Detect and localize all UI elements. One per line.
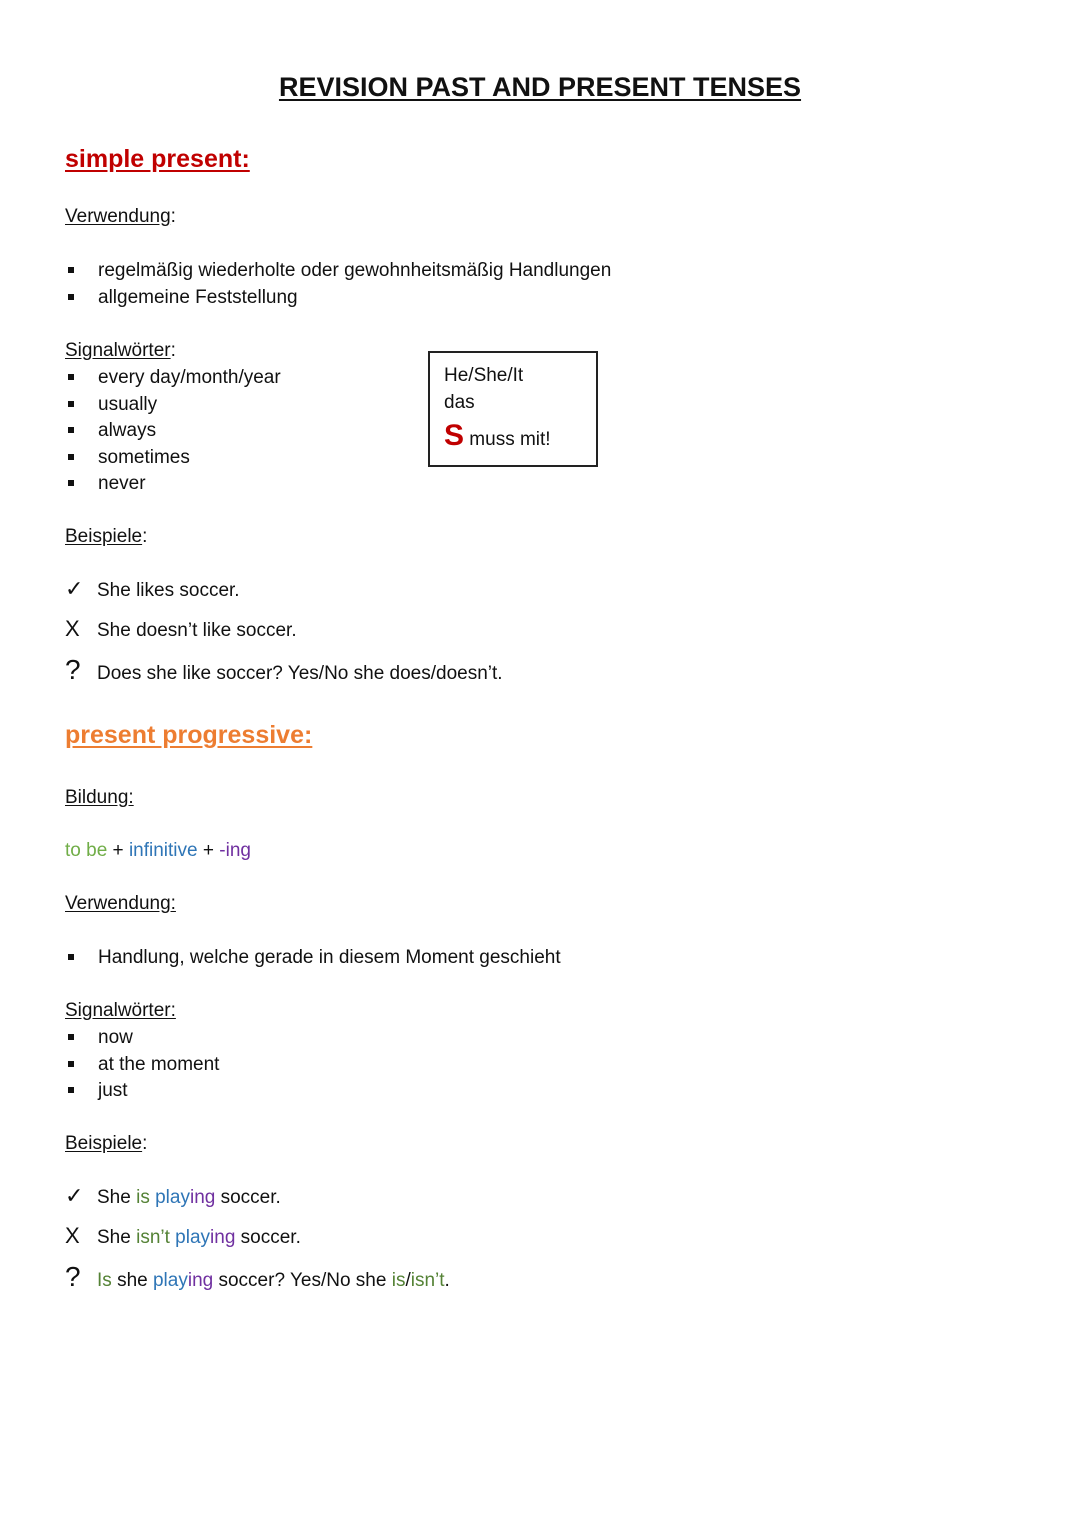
box-line-2: das	[444, 392, 475, 413]
sp-verwendung-list	[66, 261, 611, 314]
pp-verwendung-label: Verwendung:	[65, 893, 176, 914]
formula-to-be: to be	[65, 840, 108, 861]
pp-formula: to be + infinitive + -ing	[65, 840, 251, 861]
list-item: every day/month/year	[66, 368, 281, 395]
list-item: always	[66, 421, 281, 448]
sp-example-positive: ✓ She likes soccer.	[65, 576, 240, 601]
question-icon: ?	[65, 1261, 81, 1292]
sp-example-question: ? Does she like soccer? Yes/No she does/doesn’t.	[65, 654, 503, 685]
box-line-1: He/She/It	[444, 365, 524, 386]
page-title: REVISION PAST AND PRESENT TENSES	[278, 72, 802, 102]
list-item: usually	[66, 395, 281, 422]
sp-signal-list	[66, 368, 281, 501]
list-item: allgemeine Feststellung	[66, 288, 611, 315]
pp-bildung-label: Bildung:	[65, 787, 134, 808]
formula-infinitive: infinitive	[128, 840, 198, 861]
sp-verwendung-label: Verwendung:	[65, 206, 176, 227]
present-progressive-heading: present progressive:	[65, 721, 313, 749]
sp-beispiele-label: Beispiele:	[65, 526, 148, 547]
pp-signal-label: Signalwörter:	[65, 1000, 176, 1021]
list-item: never	[66, 474, 281, 501]
pp-beispiele-label: Beispiele:	[65, 1133, 148, 1154]
list-item: just	[66, 1081, 219, 1108]
checkmark-icon: ✓	[65, 1183, 84, 1208]
checkmark-icon: ✓	[65, 576, 84, 601]
formula-ing: -ing	[219, 840, 251, 861]
question-icon: ?	[65, 654, 81, 685]
list-item: regelmäßig wiederholte oder gewohnheitsmäßig Handlungen	[66, 261, 611, 288]
simple-present-heading: simple present:	[65, 145, 250, 173]
box-line-3: S muss mit!	[444, 419, 551, 452]
third-person-s-box	[428, 351, 598, 467]
pp-example-positive: ✓ She is playing soccer.	[65, 1183, 281, 1208]
pp-signal-list	[66, 1028, 219, 1108]
list-item: Handlung, welche gerade in diesem Moment geschieht	[66, 948, 561, 975]
sp-example-negative: X She doesn’t like soccer.	[65, 616, 297, 641]
pp-example-question: ? Is she playing soccer? Yes/No she is/isn’t.	[65, 1261, 450, 1292]
list-item: at the moment	[66, 1055, 219, 1082]
sp-signal-label: Signalwörter:	[65, 340, 176, 361]
s-letter: S	[444, 419, 465, 452]
cross-icon: X	[65, 1223, 80, 1248]
pp-example-negative: X She isn’t playing soccer.	[65, 1223, 301, 1248]
list-item: sometimes	[66, 448, 281, 475]
pp-verwendung-list	[66, 948, 561, 975]
cross-icon: X	[65, 616, 80, 641]
list-item: now	[66, 1028, 219, 1055]
